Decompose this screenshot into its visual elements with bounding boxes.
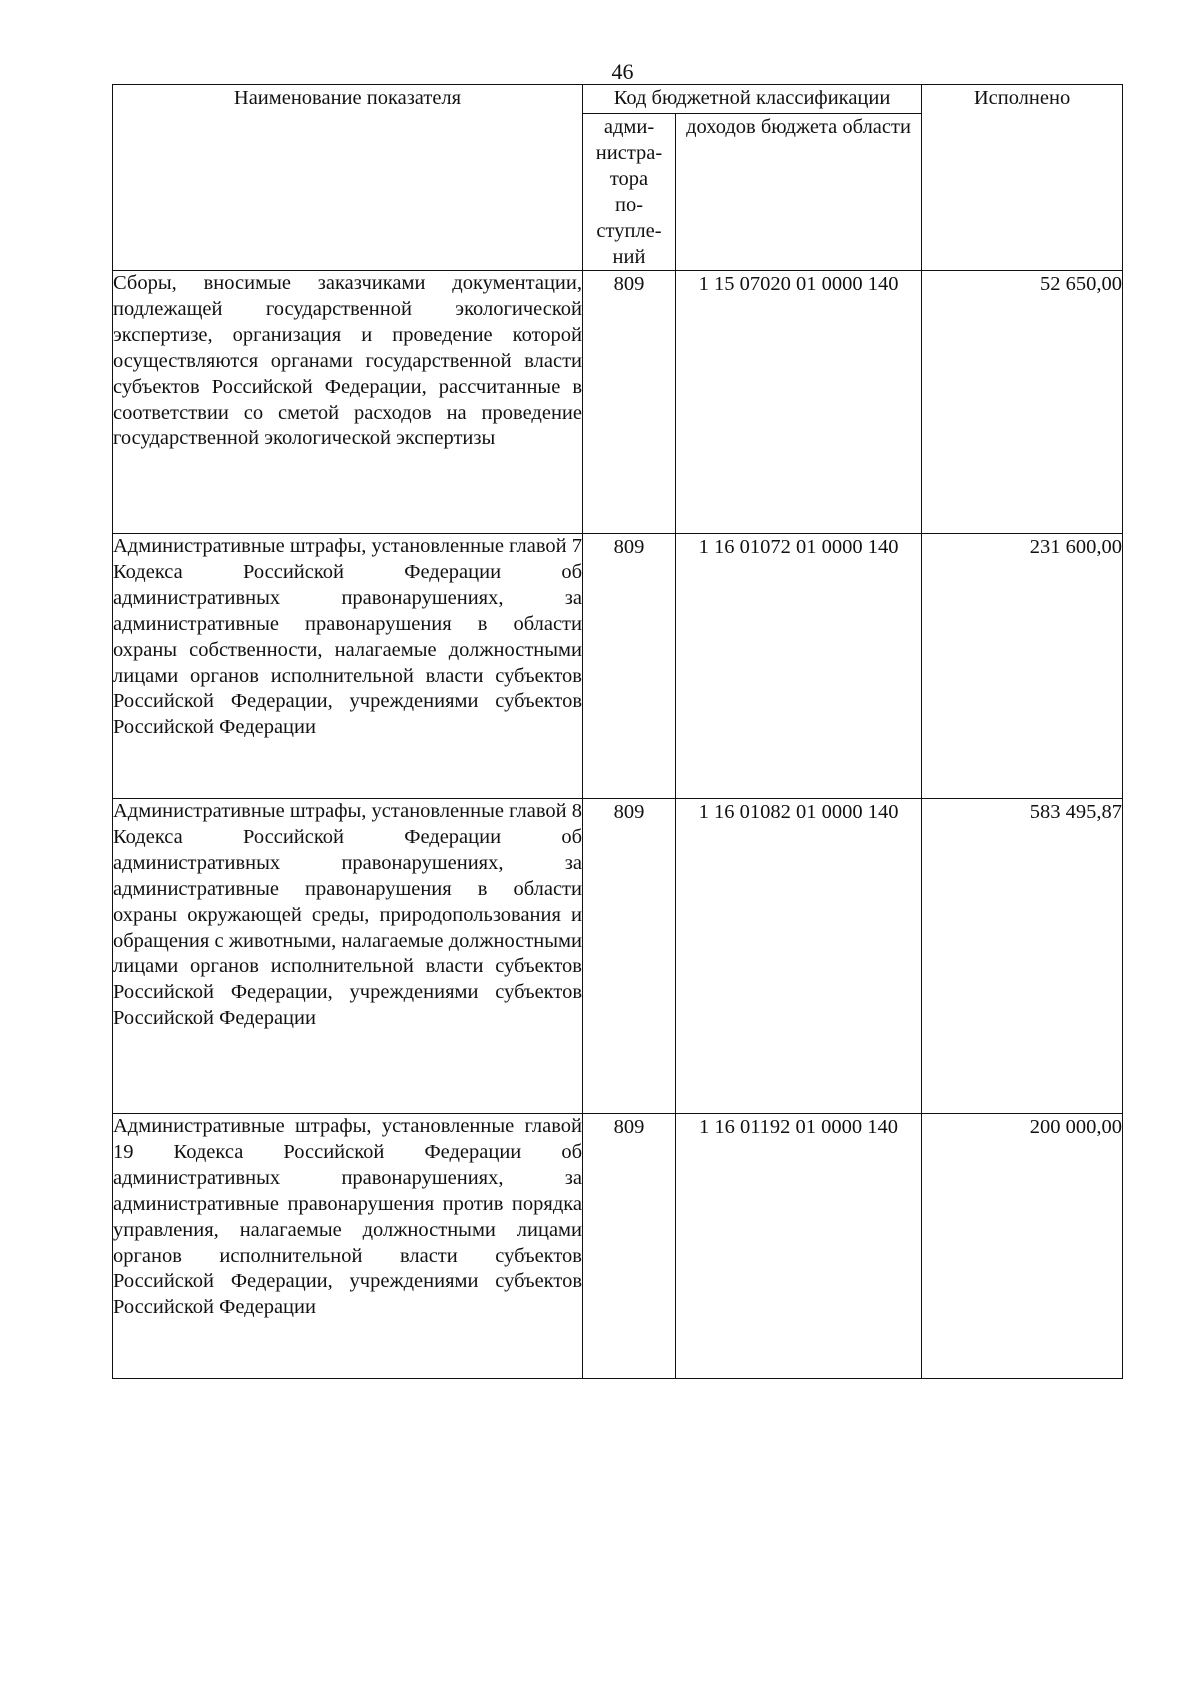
table-row <box>113 534 1123 799</box>
row-revenue-code: 1 16 01192 01 0000 140 <box>676 1114 922 1379</box>
row-admin-code: 809 <box>583 271 676 534</box>
header-revenue-administrator <box>583 114 676 271</box>
header-executed: Исполнено <box>922 85 1123 271</box>
table-row <box>113 1114 1123 1379</box>
row-indicator-name: Административные штрафы, установленные главой 19 Кодекса Российской Федерации об административных правонарушениях, за административные правонарушения против порядка управления, налагаемые должностными лицами органов исполнительной власти субъектов Российской Федерации, учреждениями субъектов Российской Федерации <box>113 1114 583 1379</box>
row-executed-amount: 52 650,00 <box>922 271 1123 534</box>
header-indicator-name: Наименование показателя <box>113 85 583 271</box>
table-row <box>113 271 1123 534</box>
header-regional-budget-revenue: доходов бюджета области <box>676 114 922 271</box>
row-admin-code: 809 <box>583 1114 676 1379</box>
page-number: 46 <box>611 59 634 84</box>
row-admin-code: 809 <box>583 799 676 1114</box>
row-revenue-code: 1 16 01072 01 0000 140 <box>676 534 922 799</box>
row-executed-amount: 200 000,00 <box>922 1114 1123 1379</box>
header-budget-classification-code: Код бюджетной классификации <box>583 85 922 114</box>
row-revenue-code: 1 16 01082 01 0000 140 <box>676 799 922 1114</box>
row-indicator-name: Сборы, вносимые заказчиками документации, подлежащей государственной экологической экспертизе, организация и проведение которой осуществляются органами государственной власти субъектов Российской Федерации, рассчитанные в соответствии со сметой расходов на проведение государственной экологической экспертизы <box>113 271 583 534</box>
row-admin-code: 809 <box>583 534 676 799</box>
table-row <box>113 799 1123 1114</box>
row-revenue-code: 1 15 07020 01 0000 140 <box>676 271 922 534</box>
row-executed-amount: 231 600,00 <box>922 534 1123 799</box>
row-indicator-name: Административные штрафы, установленные главой 7 Кодекса Российской Федерации об административных правонарушениях, за административные правонарушения в области охраны собственности, налагаемые должностными лицами органов исполнительной власти субъектов Российской Федерации, учреждениями субъектов Российской Федерации <box>113 534 583 799</box>
budget-table <box>112 84 1123 1379</box>
header-revenue-administrator-label: адми-нистра-тора по-ступле-ний <box>595 116 663 268</box>
row-executed-amount: 583 495,87 <box>922 799 1123 1114</box>
row-indicator-name: Административные штрафы, установленные главой 8 Кодекса Российской Федерации об административных правонарушениях, за административные правонарушения в области охраны окружающей среды, природопользования и обращения с животными, налагаемые должностными лицами органов исполнительной власти субъектов Российской Федерации, учреждениями субъектов Российской Федерации <box>113 799 583 1114</box>
